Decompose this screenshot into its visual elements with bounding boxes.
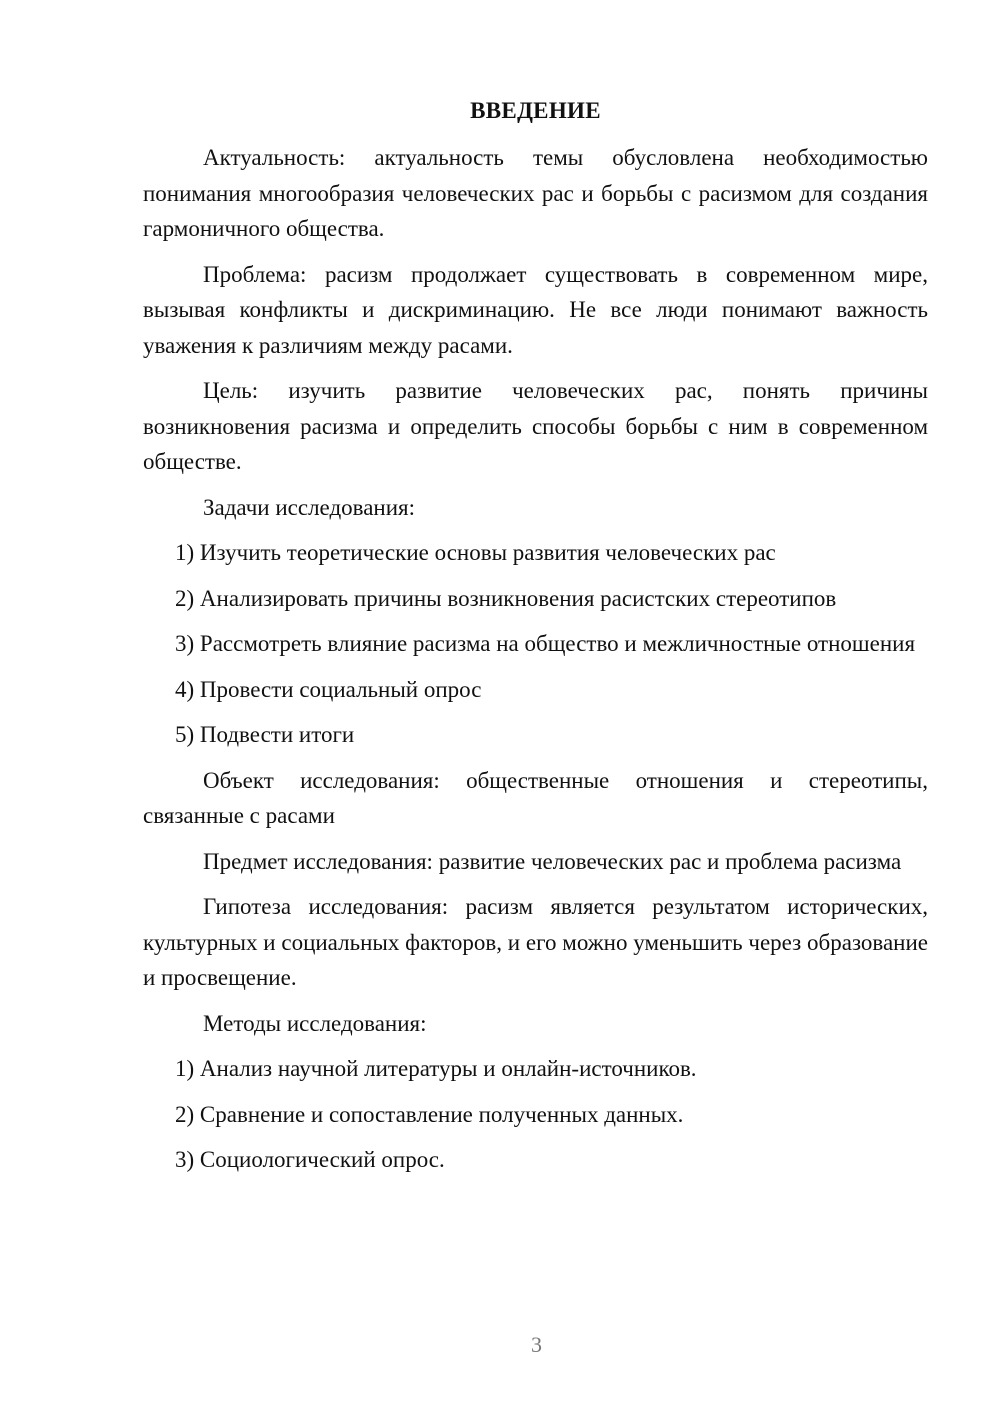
page-number: 3 <box>531 1332 542 1357</box>
relevance-paragraph: Актуальность: актуальность темы обусловлена необходимостью понимания многообразия человеческих рас и борьбы с расизмом для создания гармоничного общества. <box>143 145 928 241</box>
task-item: 5) Подвести итоги <box>175 722 355 747</box>
task-item: 3) Рассмотреть влияние расизма на общество и межличностные отношения <box>175 631 916 656</box>
task-item: 2) Анализировать причины возникновения расистских стереотипов <box>175 585 837 611</box>
subject-paragraph: Предмет исследования: развитие человеческих рас и проблема расизма <box>203 848 902 874</box>
goal-paragraph: Цель: изучить развитие человеческих рас, понять причины возникновения расизма и определить способы борьбы с ним в современном обществе. <box>143 378 928 474</box>
page-title: ВВЕДЕНИЕ <box>470 98 601 123</box>
problem-paragraph: Проблема: расизм продолжает существовать в современном мире, вызывая конфликты и дискриминацию. Не все люди понимают важность уважения к различиям между расами. <box>143 261 928 358</box>
methods-heading: Методы исследования: <box>203 1010 427 1036</box>
object-paragraph: Объект исследования: общественные отношения и стереотипы, связанные с расами <box>143 767 928 828</box>
method-item: 2) Сравнение и сопоставление полученных данных. <box>175 1101 684 1127</box>
page-content <box>143 96 928 1188</box>
task-item: 1) Изучить теоретические основы развития человеческих рас <box>175 540 776 565</box>
task-item: 4) Провести социальный опрос <box>175 676 482 702</box>
tasks-heading: Задачи исследования: <box>203 494 416 520</box>
method-item: 1) Анализ научной литературы и онлайн-источников. <box>175 1056 697 1081</box>
hypothesis-paragraph: Гипотеза исследования: расизм является результатом исторических, культурных и социальных факторов, и его можно уменьшить через образование и просвещение. <box>143 894 928 990</box>
method-item: 3) Социологический опрос. <box>175 1147 445 1172</box>
